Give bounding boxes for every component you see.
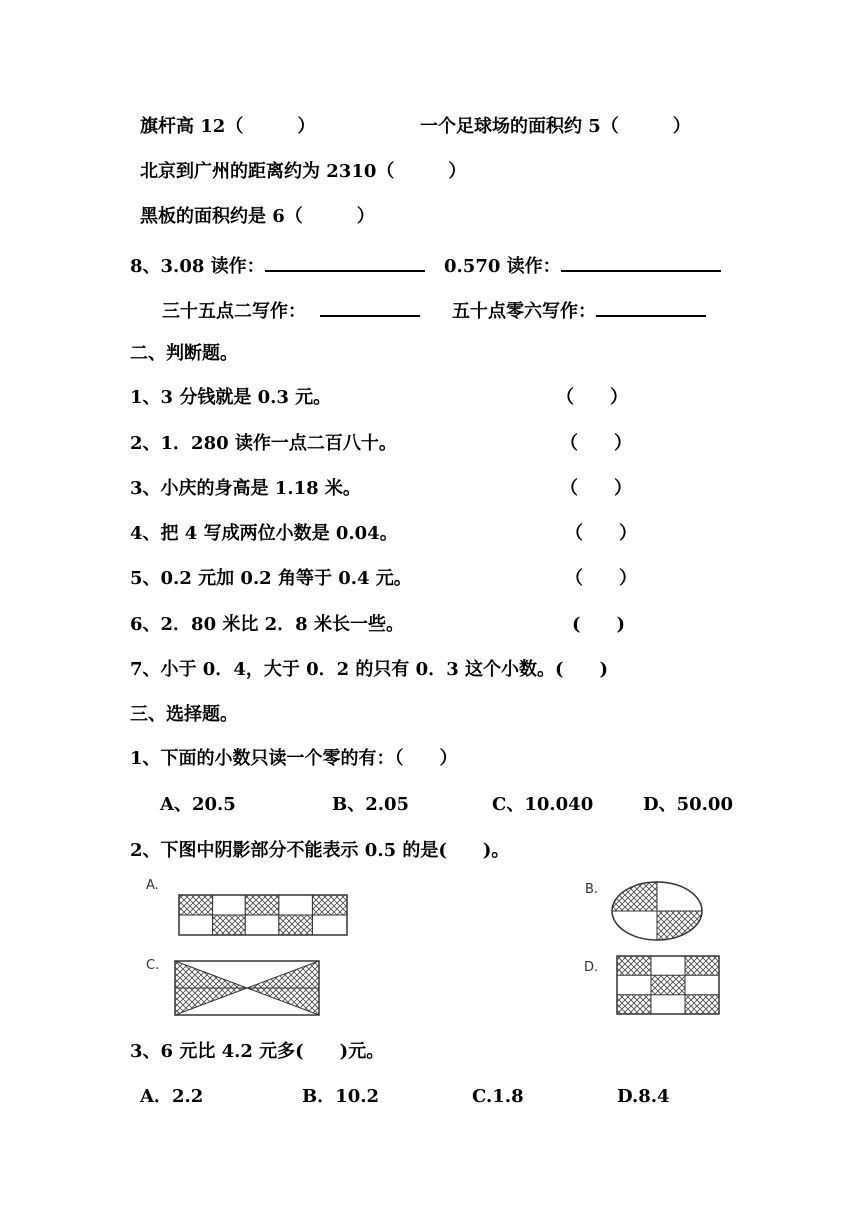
- section2-title: 二、判断题。: [130, 343, 238, 364]
- judge-bracket-7[interactable]: ( ): [555, 659, 609, 680]
- q8-read-b: [444, 252, 721, 279]
- figure-d[interactable]: [616, 955, 720, 1015]
- q8-write-b: [452, 297, 706, 324]
- figure-b-circle: [610, 880, 704, 942]
- choice-q1-option-a[interactable]: A、20.5: [160, 794, 236, 815]
- judge-item-7-text: 7、小于 0．4，大于 0．2 的只有 0．3 这个小数。: [130, 659, 556, 680]
- choice-q3-option-a[interactable]: A．2.2: [140, 1086, 204, 1107]
- choice-q1-text: 1、下面的小数只读一个零的有：（ ）: [130, 748, 458, 769]
- choice-q1-option-b[interactable]: B、2.05: [332, 794, 410, 815]
- q8-read-b-blank[interactable]: [561, 252, 721, 272]
- judge-item-2: 2、1．280 读作一点二百八十。: [130, 433, 397, 454]
- judge-bracket-4[interactable]: （ ）: [565, 523, 637, 544]
- judge-item-6: 6、2．80 米比 2．8 米长一些。: [130, 614, 404, 635]
- figure-b[interactable]: [610, 880, 704, 942]
- figure-a-label[interactable]: A.: [146, 878, 159, 893]
- beijing-guangzhou-question: 北京到广州的距离约为 2310（ ）: [140, 161, 467, 182]
- q8-write-a: [162, 297, 420, 324]
- figure-c-label[interactable]: C.: [146, 958, 160, 973]
- figure-c[interactable]: [174, 960, 320, 1016]
- choice-q3-option-b[interactable]: B．10.2: [302, 1086, 380, 1107]
- choice-q3-option-d[interactable]: D.8.4: [617, 1086, 670, 1107]
- flagpole-question: 旗杆高 12（ ）: [140, 116, 316, 137]
- q8-write-b-label: 五十点零六写作：: [452, 301, 596, 322]
- choice-q1-option-d[interactable]: D、50.00: [643, 794, 733, 815]
- judge-item-7: [130, 658, 608, 682]
- judge-item-5: 5、0.2 元加 0.2 角等于 0.4 元。: [130, 568, 412, 589]
- judge-item-1: 1、3 分钱就是 0.3 元。: [130, 387, 332, 408]
- judge-item-3: 3、小庆的身高是 1.18 米。: [130, 478, 361, 499]
- section3-title: 三、选择题。: [130, 704, 238, 725]
- choice-q1-option-c[interactable]: C、10.040: [492, 794, 594, 815]
- judge-bracket-3[interactable]: （ ）: [560, 478, 632, 499]
- blackboard-question: 黑板的面积约是 6（ ）: [140, 206, 375, 227]
- judge-item-4: 4、把 4 写成两位小数是 0.04。: [130, 523, 398, 544]
- choice-q2-text: 2、下图中阴影部分不能表示 0.5 的是( )。: [130, 840, 510, 861]
- figure-c-rectangle: [174, 960, 320, 1016]
- judge-bracket-1[interactable]: （ ）: [556, 387, 628, 408]
- q8-write-a-blank[interactable]: [320, 297, 420, 317]
- q8-write-a-label: 三十五点二写作：: [162, 301, 306, 322]
- choice-q3-text: 3、6 元比 4.2 元多( )元。: [130, 1041, 385, 1062]
- q8-read-a-blank[interactable]: [265, 252, 425, 272]
- q8-write-b-blank[interactable]: [596, 297, 706, 317]
- figure-a-grid: [178, 894, 348, 936]
- q8-read-a: [130, 252, 425, 279]
- choice-q3-option-c[interactable]: C.1.8: [472, 1086, 524, 1107]
- figure-a[interactable]: [178, 894, 348, 936]
- figure-b-label[interactable]: B.: [585, 882, 599, 897]
- judge-bracket-6[interactable]: ( ): [572, 614, 626, 635]
- figure-d-label[interactable]: D.: [584, 960, 599, 975]
- figure-d-grid: [616, 955, 720, 1015]
- judge-bracket-2[interactable]: （ ）: [560, 433, 632, 454]
- q8-read-b-label: 0.570 读作：: [444, 256, 561, 277]
- football-field-question: 一个足球场的面积约 5（ ）: [420, 116, 691, 137]
- q8-read-a-label: 8、3.08 读作：: [130, 256, 265, 277]
- judge-bracket-5[interactable]: （ ）: [565, 568, 637, 589]
